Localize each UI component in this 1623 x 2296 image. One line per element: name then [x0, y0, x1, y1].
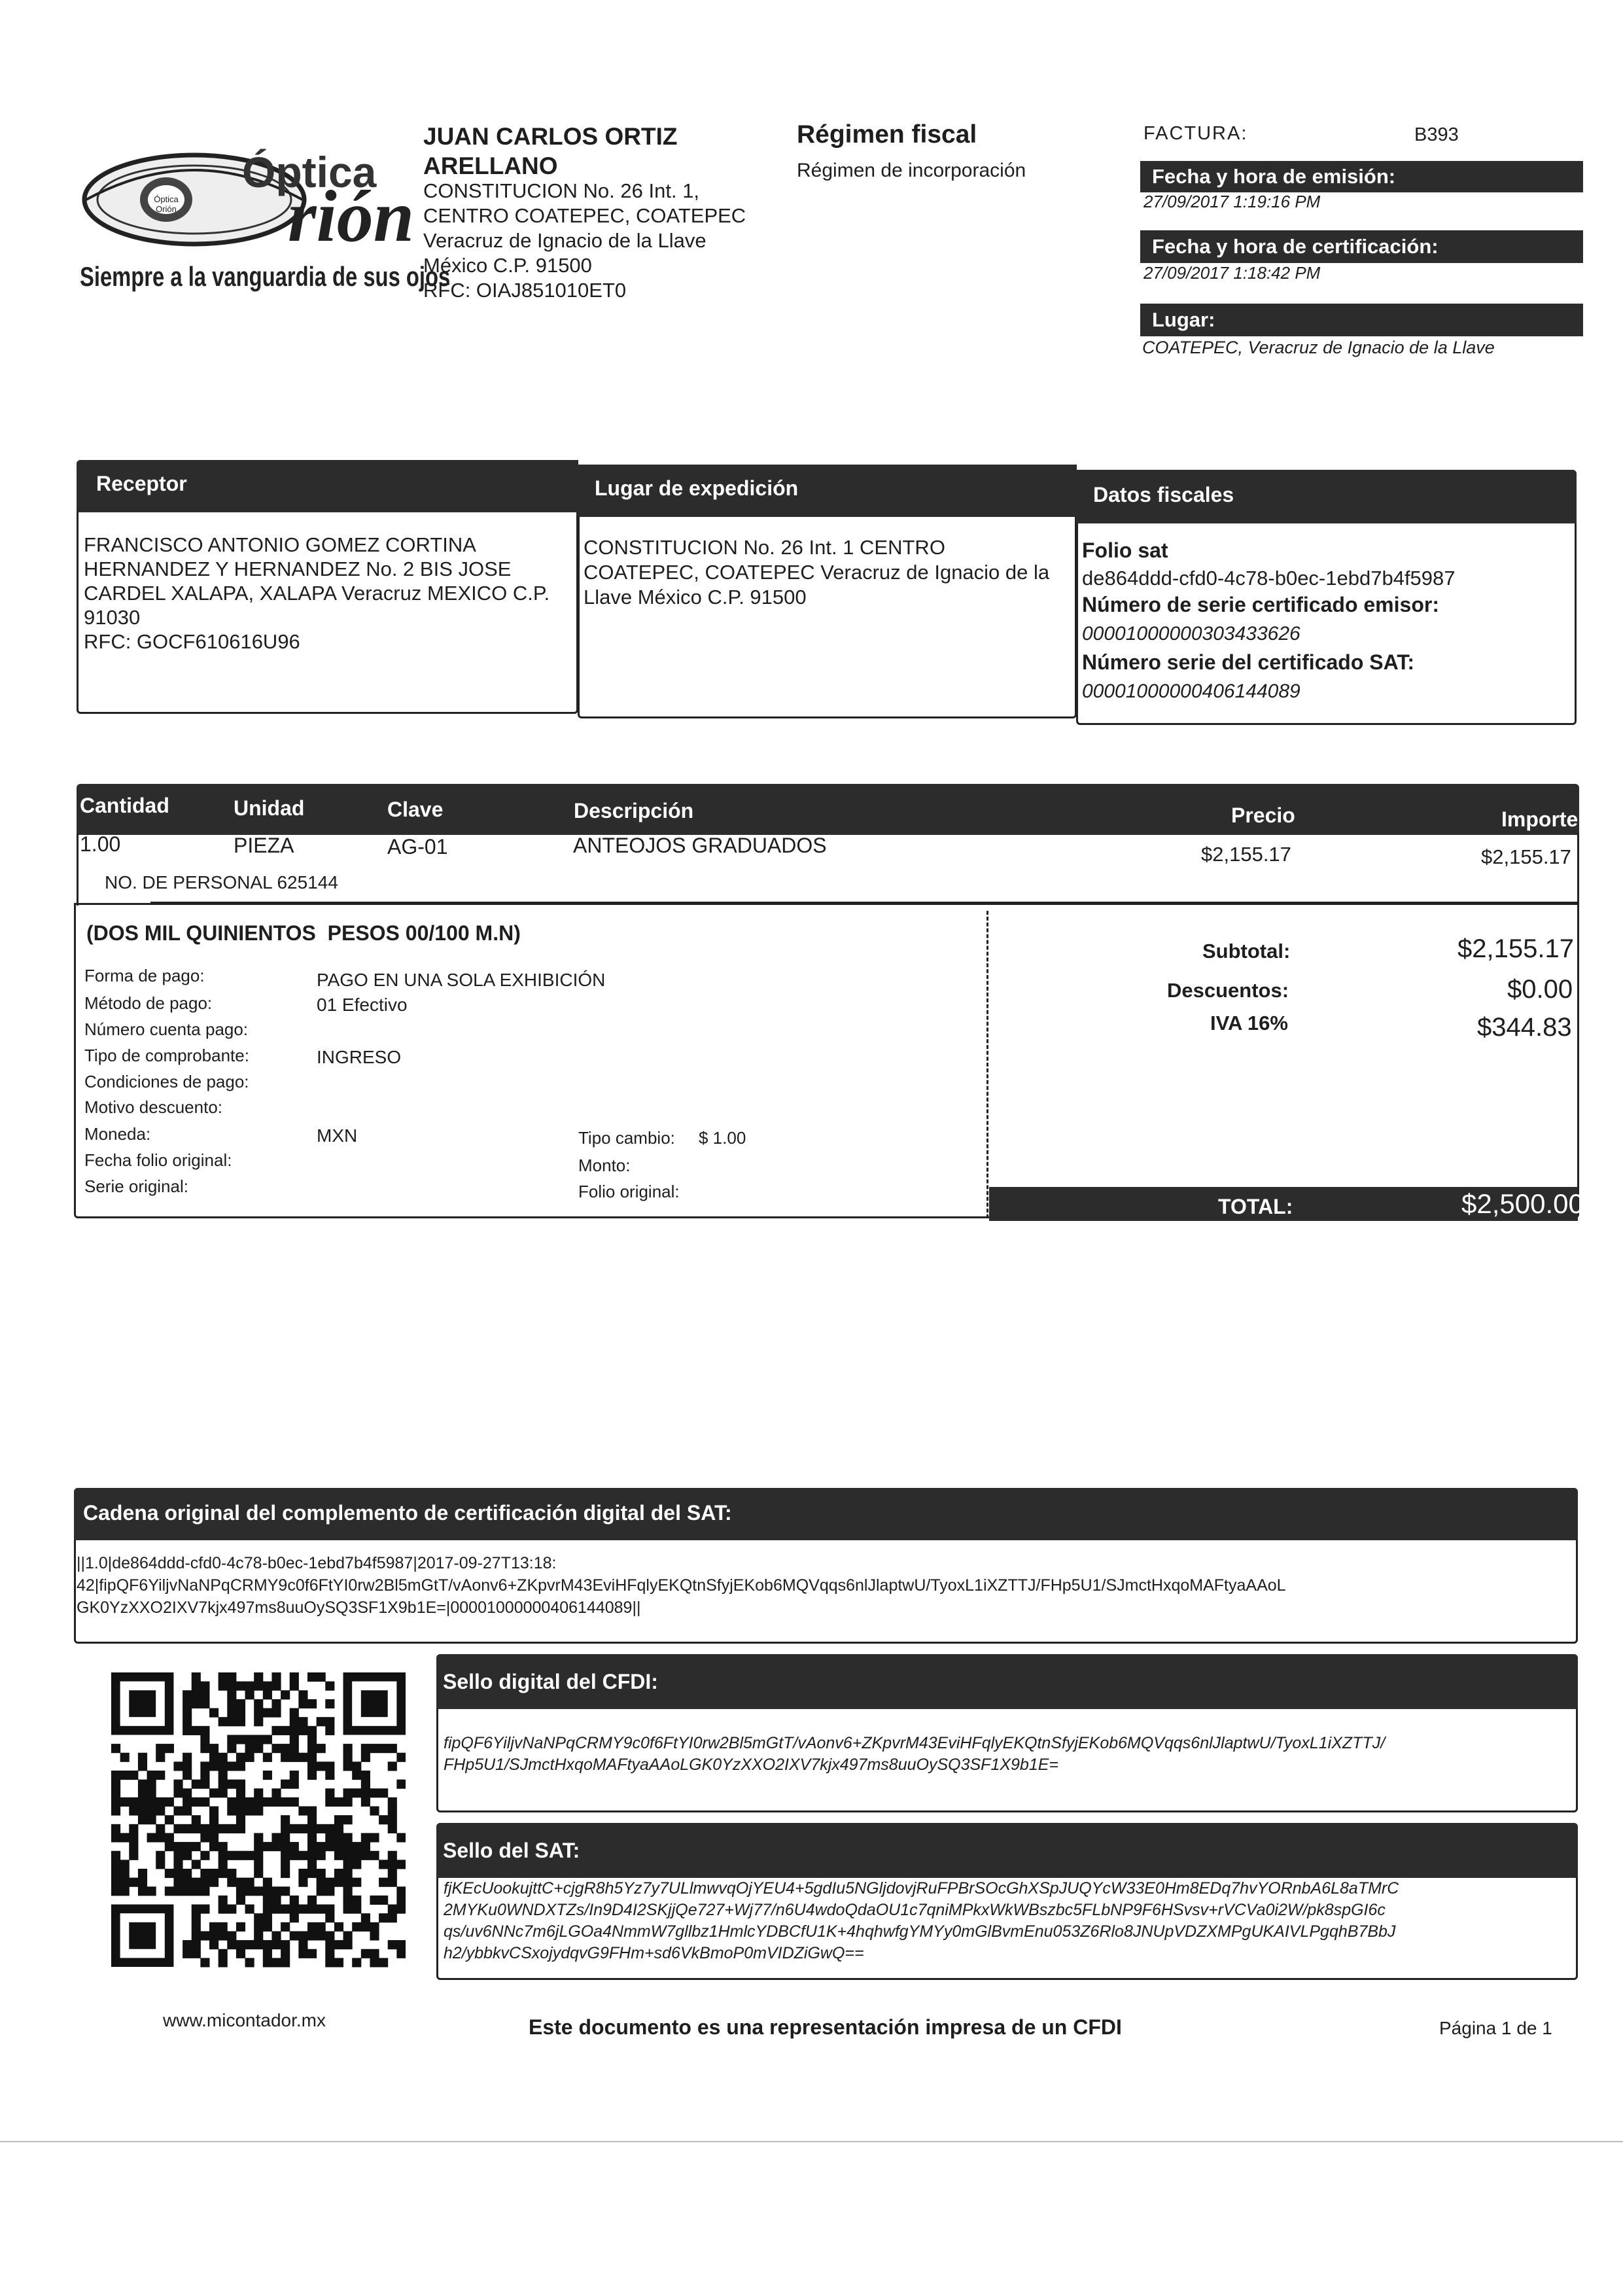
items-note: NO. DE PERSONAL 625144 — [105, 872, 338, 892]
sello-cfdi-text: fipQF6YiljvNaNPqCRMY9c0f6FtYI0rw2Bl5mGtT/vAonv6+ZKpvrM43EviHFqlyEKQtnSfyjEKob6MQVqqs6nlJlaptwU/TyoxL1iXZTTJ/ FHp5U1/SJmctHxqoMAFtyaAAoLGK0YzXXO2IXV7kjx497ms8uuOySQ3SF1X9b1E= — [444, 1734, 1386, 1774]
logo-brand-top: Óptica — [242, 148, 377, 196]
emision-bar — [1140, 161, 1583, 192]
issuer-name: JUAN CARLOS ORTIZ ARELLANO — [423, 123, 678, 179]
footer-page: Página 1 de 1 — [1439, 2018, 1552, 2038]
emision-value: 27/09/2017 1:19:16 PM — [1143, 192, 1321, 211]
page-edge-line — [0, 2141, 1623, 2142]
descuentos-label: Descuentos: — [1167, 979, 1289, 1002]
subtotal-label: Subtotal: — [1202, 940, 1291, 963]
row-importe: $2,155.17 — [1481, 845, 1571, 868]
tipo-label: Tipo de comprobante: — [84, 1046, 249, 1065]
sello-cfdi-title: Sello digital del CFDI: — [443, 1670, 658, 1693]
row-clave: AG-01 — [387, 835, 448, 858]
footer-statement: Este documento es una representación impresa de un CFDI — [529, 2015, 1122, 2039]
factura-value: B393 — [1414, 124, 1459, 145]
cuenta-label: Número cuenta pago: — [84, 1019, 249, 1039]
sello-sat-bar — [436, 1823, 1578, 1878]
tipo-cambio-label: Tipo cambio: — [578, 1128, 675, 1148]
motivo-label: Motivo descuento: — [84, 1097, 223, 1117]
condiciones-label: Condiciones de pago: — [84, 1072, 249, 1091]
row-precio: $2,155.17 — [1201, 843, 1291, 866]
forma-value: PAGO EN UNA SOLA EXHIBICIÓN — [317, 970, 606, 990]
row-unidad: PIEZA — [234, 834, 294, 857]
iva-value: $344.83 — [1477, 1013, 1572, 1042]
serie-sat-value: 00001000000406144089 — [1082, 680, 1300, 702]
logo-badge: Óptica Orión — [154, 194, 179, 214]
sello-sat-text: fjKEcUookujttC+cjgR8h5Yz7y7ULlmwvqOjYEU4+5gdIu5NGljdovjRuFPBrSOcGhXSpJUQYcW33E0Hm8EDq7hvYORnbA6L8aTMrC 2MYKu0WNDXTZs/In9D4I2SKjjQe727+Wj77/n6U4wdoQdaOU1c7qniMPkxWkWBszbc5FLbNP9F6HSvsv+rVCVa0i2W/pk8spGI6c qs/uv6NNc7m6jLGOa4NmmW7gllbz1HmlcYDBCfU1K+4hqhwfgYMYy0mGlBvmEnu053Z6Rlo8JNUpVDZXMPgUKAIVLPgqhB7BbJ h2/ybbkvCSxojydqvG9FHm+sd6VkBmoP0mVIDZiGwQ== — [444, 1879, 1399, 1962]
folio-original-label: Folio original: — [578, 1182, 680, 1201]
items-header-cantidad: Cantidad — [80, 794, 169, 817]
metodo-value: 01 Efectivo — [317, 995, 408, 1015]
amount-words: (DOS MIL QUINIENTOS PESOS 00/100 M.N) — [86, 921, 521, 945]
qr-code — [111, 1672, 406, 1968]
regimen-title: Régimen fiscal — [797, 120, 977, 149]
issuer-address: CONSTITUCION No. 26 Int. 1, CENTRO COATEPEC, COATEPEC Veracruz de Ignacio de la Llave México C.P. 91500 RFC: OIAJ851010ET0 — [423, 179, 746, 302]
serie-emisor-value: 00001000000303433626 — [1082, 623, 1300, 645]
serie-emisor-label: Número de serie certificado emisor: — [1082, 593, 1439, 616]
cadena-text: ||1.0|de864ddd-cfd0-4c78-b0ec-1ebd7b4f5987|2017-09-27T13:18: 42|fipQF6YiljvNaNPqCRMY9c0f6FtYI0rw2Bl5mGtT/vAonv6+ZKpvrM43EviHFqlyEKQtnSfyjEKob6MQVqqs6nlJlaptwU/TyoxL1iXZTTJ/FHp5U1/SJmctHxqoMAFtyaAAoL GK0YzXXO2IXV7kjx497ms8uuOySQ3SF1X9b1E=|00001000000406144089|| — [77, 1554, 1286, 1617]
cadena-title: Cadena original del complemento de certificación digital del SAT: — [83, 1501, 732, 1525]
fiscales-title: Datos fiscales — [1093, 483, 1234, 506]
payment-divider — [986, 911, 988, 1218]
logo-slogan: Siempre a la vanguardia de sus ojos — [80, 261, 451, 292]
lugar-label: Lugar: — [1152, 308, 1215, 331]
items-row-box — [77, 834, 1579, 906]
certificacion-bar — [1140, 230, 1583, 263]
receptor-text: FRANCISCO ANTONIO GOMEZ CORTINA HERNANDEZ Y HERNANDEZ No. 2 BIS JOSE CARDEL XALAPA, XALAPA Veracruz MEXICO C.P. 91030 RFC: GOCF610616U96 — [84, 533, 550, 653]
lugar-bar — [1140, 304, 1583, 336]
certificacion-value: 27/09/2017 1:18:42 PM — [1143, 263, 1321, 283]
logo — [80, 147, 451, 298]
total-value: $2,500.00 — [1461, 1188, 1584, 1219]
factura-label: FACTURA: — [1143, 123, 1248, 144]
monto-label: Monto: — [578, 1156, 631, 1175]
receptor-bar — [77, 460, 578, 512]
expedicion-text: CONSTITUCION No. 26 Int. 1 CENTRO COATEPEC, COATEPEC Veracruz de Ignacio de la Llave México C.P. 91500 — [584, 536, 1050, 609]
fiscales-bar — [1076, 470, 1577, 523]
serie-original-label: Serie original: — [84, 1176, 188, 1196]
iva-label: IVA 16% — [1210, 1012, 1288, 1034]
sello-sat-title: Sello del SAT: — [443, 1839, 580, 1862]
row-descripcion: ANTEOJOS GRADUADOS — [573, 834, 827, 857]
footer-website: www.micontador.mx — [163, 2010, 326, 2030]
moneda-label: Moneda: — [84, 1124, 151, 1144]
tipo-value: INGRESO — [317, 1047, 402, 1067]
lugar-value: COATEPEC, Veracruz de Ignacio de la Llave — [1142, 338, 1495, 357]
descuentos-value: $0.00 — [1507, 975, 1573, 1004]
folio-label: Folio sat — [1082, 539, 1168, 562]
total-label: TOTAL: — [1218, 1195, 1293, 1218]
items-header-precio: Precio — [1231, 804, 1295, 827]
metodo-label: Método de pago: — [84, 993, 213, 1013]
expedicion-title: Lugar de expedición — [595, 476, 799, 500]
total-bar — [989, 1187, 1584, 1221]
payment-box — [74, 903, 1579, 1218]
row-cantidad: 1.00 — [80, 832, 121, 856]
logo-brand-main: rión — [288, 176, 414, 257]
fecha-folio-label: Fecha folio original: — [84, 1150, 232, 1170]
tipo-cambio-value: $ 1.00 — [699, 1128, 746, 1148]
expedicion-bar — [578, 465, 1077, 517]
items-header-descripcion: Descripción — [574, 799, 694, 822]
folio-value: de864ddd-cfd0-4c78-b0ec-1ebd7b4f5987 — [1082, 567, 1456, 590]
regimen-value: Régimen de incorporación — [797, 160, 1026, 181]
cadena-bar — [74, 1488, 1578, 1540]
emision-label: Fecha y hora de emisión: — [1152, 165, 1396, 188]
items-header-clave: Clave — [387, 798, 444, 821]
sello-cfdi-bar — [436, 1654, 1578, 1709]
items-header-bar — [77, 784, 1579, 835]
certificacion-label: Fecha y hora de certificación: — [1152, 235, 1439, 258]
items-header-unidad: Unidad — [234, 796, 305, 820]
moneda-value: MXN — [317, 1125, 358, 1146]
subtotal-value: $2,155.17 — [1457, 934, 1574, 963]
receptor-title: Receptor — [96, 472, 187, 495]
items-header-importe: Importe — [1501, 807, 1579, 831]
forma-label: Forma de pago: — [84, 966, 205, 985]
serie-sat-label: Número serie del certificado SAT: — [1082, 650, 1414, 674]
